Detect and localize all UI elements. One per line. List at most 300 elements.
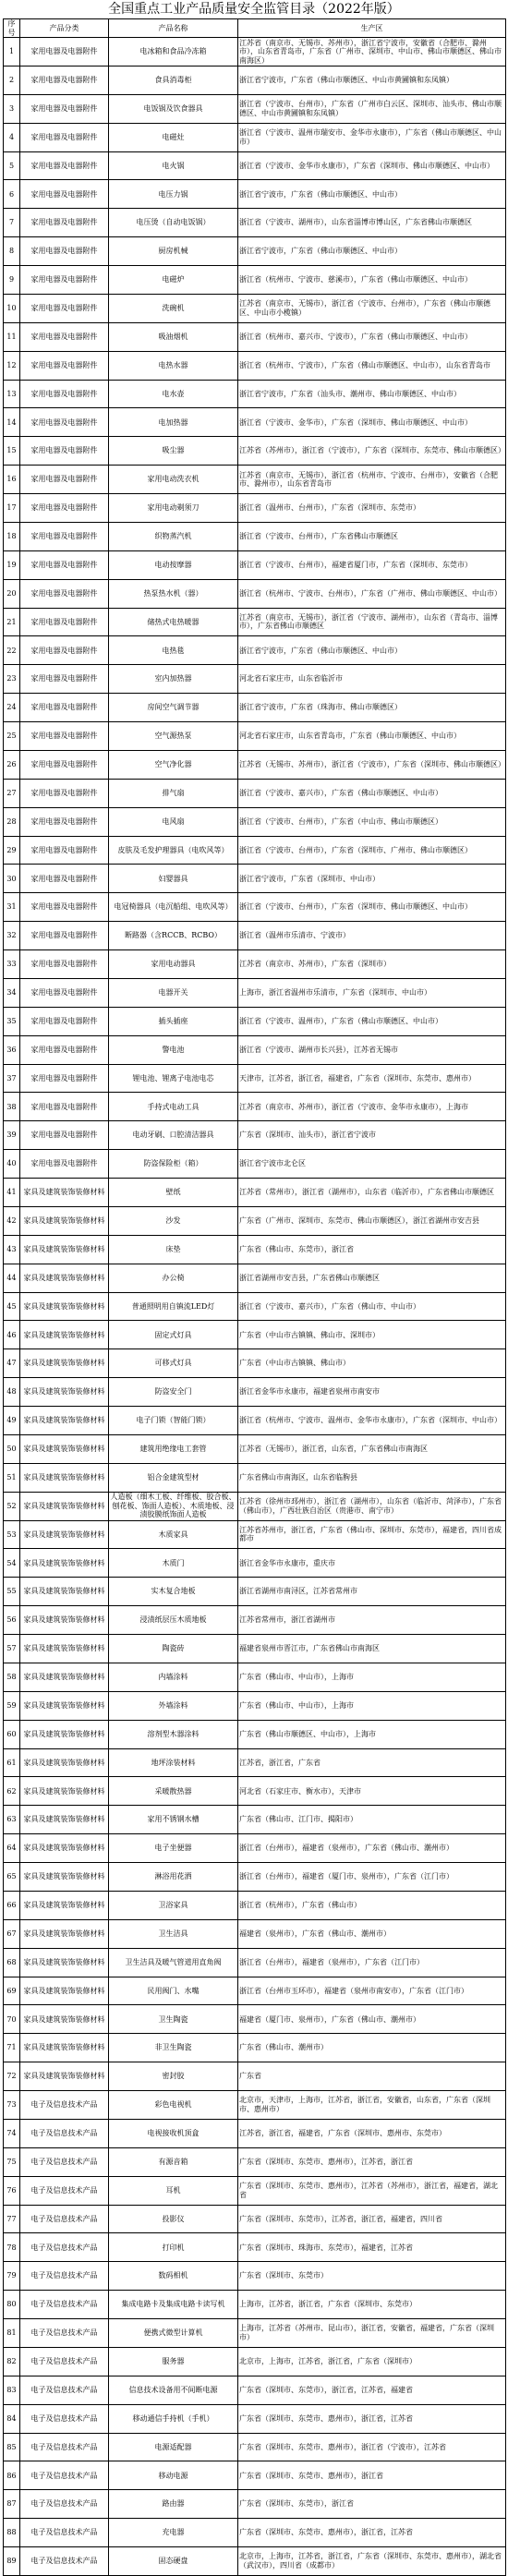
row-product: 便携式微型计算机 bbox=[109, 2319, 238, 2348]
row-category: 家用电器及电器附件 bbox=[20, 579, 109, 608]
table-row bbox=[4, 209, 506, 237]
row-index: 8 bbox=[4, 237, 20, 266]
row-index: 20 bbox=[4, 579, 20, 608]
row-region: 浙江省金华市永康市，重庆市 bbox=[238, 1549, 506, 1578]
row-region: 浙江省（温州市乐清市、宁波市） bbox=[238, 922, 506, 950]
row-category: 家具及建筑装饰装修材料 bbox=[20, 1378, 109, 1407]
row-category: 家具及建筑装饰装修材料 bbox=[20, 2034, 109, 2062]
row-region: 广东省（深圳市、东莞市、惠州市），浙江省，江苏省 bbox=[238, 2404, 506, 2433]
row-index: 19 bbox=[4, 550, 20, 579]
table-row bbox=[4, 1035, 506, 1064]
row-region: 浙江省（宁波市、台州市），广东省（广州市白云区、深圳市、汕头市、佛山市顺德区、中山市黄圃镇和东凤镇） bbox=[238, 94, 506, 123]
row-index: 85 bbox=[4, 2433, 20, 2461]
table-row bbox=[4, 1235, 506, 1264]
row-region: 浙江省（杭州市、嘉兴市、宁波市），广东省（佛山市顺德区、中山市） bbox=[238, 322, 506, 351]
row-region: 上海市，江苏省（苏州市、昆山市），浙江省，安徽省，福建省，广东省（深圳市） bbox=[238, 2319, 506, 2348]
row-region: 江苏省（无锡市），浙江省，山东省，广东省佛山市南海区 bbox=[238, 1434, 506, 1463]
row-index: 4 bbox=[4, 123, 20, 151]
row-region: 浙江省（台州市玉环市），福建省（泉州市南安市），广东省（江门市） bbox=[238, 1977, 506, 2005]
row-category: 家用电器及电器附件 bbox=[20, 550, 109, 579]
row-category: 家具及建筑装饰装修材料 bbox=[20, 1492, 109, 1520]
row-index: 18 bbox=[4, 522, 20, 550]
row-category: 家用电器及电器附件 bbox=[20, 209, 109, 237]
row-index: 50 bbox=[4, 1434, 20, 1463]
table-row bbox=[4, 123, 506, 151]
row-region: 北京市，上海市，江苏省，浙江省，广东省（深圳市、东莞市、惠州市），湖北省（武汉市），四川省（成都市） bbox=[238, 2547, 506, 2576]
row-product: 非卫生陶瓷 bbox=[109, 2034, 238, 2062]
row-product: 彩色电视机 bbox=[109, 2091, 238, 2120]
row-product: 淋浴用花洒 bbox=[109, 1863, 238, 1892]
row-index: 71 bbox=[4, 2034, 20, 2062]
row-product: 防盗安全门 bbox=[109, 1378, 238, 1407]
row-region: 福建省（厦门市、泉州市），广东省（佛山市、潮州市） bbox=[238, 2005, 506, 2034]
row-category: 电子及信息技术产品 bbox=[20, 2433, 109, 2461]
row-product: 室内加热器 bbox=[109, 665, 238, 694]
row-category: 家用电器及电器附件 bbox=[20, 1093, 109, 1121]
row-product: 热泵热水机（器） bbox=[109, 579, 238, 608]
row-product: 有源音箱 bbox=[109, 2147, 238, 2176]
row-index: 3 bbox=[4, 94, 20, 123]
row-index: 6 bbox=[4, 180, 20, 209]
table-row bbox=[4, 722, 506, 751]
row-category: 家用电器及电器附件 bbox=[20, 636, 109, 665]
table-row bbox=[4, 1349, 506, 1378]
table-row bbox=[4, 836, 506, 865]
table-row bbox=[4, 180, 506, 209]
header-index: 序号 bbox=[4, 19, 20, 38]
table-row bbox=[4, 2205, 506, 2233]
row-index: 81 bbox=[4, 2319, 20, 2348]
row-region: 浙江省（杭州市、宁波市、慈溪市），广东省（佛山市顺德区、中山市） bbox=[238, 266, 506, 295]
row-category: 家用电器及电器附件 bbox=[20, 893, 109, 922]
row-product: 防盗保险柜（箱） bbox=[109, 1150, 238, 1179]
row-region: 广东省（深圳市、汕头市），浙江省宁波市 bbox=[238, 1121, 506, 1150]
row-category: 家具及建筑装饰装修材料 bbox=[20, 1834, 109, 1863]
row-category: 家用电器及电器附件 bbox=[20, 408, 109, 437]
row-region: 上海市，江苏省，浙江省，广东省（深圳市、东莞市） bbox=[238, 2291, 506, 2319]
table-row bbox=[4, 38, 506, 67]
row-product: 洗碗机 bbox=[109, 294, 238, 322]
row-index: 64 bbox=[4, 1834, 20, 1863]
row-index: 25 bbox=[4, 722, 20, 751]
row-product: 空气净化器 bbox=[109, 750, 238, 779]
row-product: 电热水器 bbox=[109, 351, 238, 380]
row-index: 26 bbox=[4, 750, 20, 779]
row-region: 浙江省（台州市），福建省（厦门市、泉州市），广东省（江门市） bbox=[238, 1863, 506, 1892]
row-category: 电子及信息技术产品 bbox=[20, 2262, 109, 2291]
row-index: 63 bbox=[4, 1806, 20, 1834]
row-index: 78 bbox=[4, 2233, 20, 2262]
row-region: 河北省石家庄市，山东省青岛市，广东省（佛山市顺德区、中山市） bbox=[238, 722, 506, 751]
table-row bbox=[4, 2062, 506, 2091]
row-index: 53 bbox=[4, 1520, 20, 1549]
row-index: 87 bbox=[4, 2490, 20, 2519]
row-category: 家用电器及电器附件 bbox=[20, 978, 109, 1007]
row-region: 浙江省宁波市，广东省（佛山市顺德区、中山市） bbox=[238, 636, 506, 665]
row-product: 厨房机械 bbox=[109, 237, 238, 266]
row-product: 电水壶 bbox=[109, 380, 238, 408]
row-category: 家具及建筑装饰装修材料 bbox=[20, 1321, 109, 1349]
row-product: 家用不锈钢水槽 bbox=[109, 1806, 238, 1834]
row-category: 家具及建筑装饰装修材料 bbox=[20, 1806, 109, 1834]
row-region: 浙江省宁波市，广东省（佛山市顺德区、中山市黄圃镇和东凤镇） bbox=[238, 66, 506, 94]
row-index: 61 bbox=[4, 1748, 20, 1777]
row-index: 74 bbox=[4, 2119, 20, 2147]
row-region: 江苏省（南京市、无锡市），浙江省（宁波市、湖州市），山东省（青岛市、淄博市），广东省佛山市顺德区 bbox=[238, 608, 506, 636]
row-category: 家具及建筑装饰装修材料 bbox=[20, 1292, 109, 1321]
row-category: 家具及建筑装饰装修材料 bbox=[20, 2062, 109, 2091]
row-index: 84 bbox=[4, 2404, 20, 2433]
row-index: 68 bbox=[4, 1948, 20, 1977]
table-row bbox=[4, 1121, 506, 1150]
row-region: 浙江省（宁波市、台州市），广东省佛山市顺德区 bbox=[238, 522, 506, 550]
table-row bbox=[4, 1891, 506, 1919]
row-index: 75 bbox=[4, 2147, 20, 2176]
row-category: 家具及建筑装饰装修材料 bbox=[20, 1635, 109, 1663]
row-region: 广东省（佛山市、潮州市） bbox=[238, 2034, 506, 2062]
row-product: 妇婴器具 bbox=[109, 865, 238, 893]
row-product: 家用电动洗衣机 bbox=[109, 466, 238, 494]
row-region: 浙江省（宁波市、湖州市），山东省淄博市博山区，广东省佛山市顺德区 bbox=[238, 209, 506, 237]
row-index: 9 bbox=[4, 266, 20, 295]
row-product: 民用阀门、水嘴 bbox=[109, 1977, 238, 2005]
row-index: 56 bbox=[4, 1606, 20, 1635]
row-category: 家用电器及电器附件 bbox=[20, 94, 109, 123]
row-region: 天津市，江苏省，浙江省，福建省，广东省（深圳市、东莞市、惠州市） bbox=[238, 1064, 506, 1093]
table-row bbox=[4, 2490, 506, 2519]
row-region: 北京市，上海市，江苏省，浙江省，广东省（深圳市） bbox=[238, 2347, 506, 2376]
row-category: 家用电器及电器附件 bbox=[20, 494, 109, 523]
row-index: 88 bbox=[4, 2519, 20, 2547]
row-index: 10 bbox=[4, 294, 20, 322]
row-index: 13 bbox=[4, 380, 20, 408]
row-product: 储热式电热暖器 bbox=[109, 608, 238, 636]
row-category: 家具及建筑装饰装修材料 bbox=[20, 1463, 109, 1492]
row-product: 采暖散热器 bbox=[109, 1777, 238, 1806]
row-region: 江苏省（徐州市邳州市），浙江省（湖州市），山东省（临沂市、菏泽市），广东省（佛山市），广西壮族自治区（贵港市、南宁市） bbox=[238, 1492, 506, 1520]
row-product: 木质家具 bbox=[109, 1520, 238, 1549]
table-row bbox=[4, 2034, 506, 2062]
header-product: 产品名称 bbox=[109, 19, 238, 38]
row-category: 家用电器及电器附件 bbox=[20, 836, 109, 865]
row-region: 浙江省金华市永康市，福建省泉州市南安市 bbox=[238, 1378, 506, 1407]
row-product: 电加热器 bbox=[109, 408, 238, 437]
row-category: 家用电器及电器附件 bbox=[20, 266, 109, 295]
row-region: 福建省（泉州市），广东省（佛山市、潮州市） bbox=[238, 1919, 506, 1948]
table-row bbox=[4, 1863, 506, 1892]
table-row bbox=[4, 266, 506, 295]
row-product: 电器开关 bbox=[109, 978, 238, 1007]
table-row bbox=[4, 2091, 506, 2120]
row-product: 固定式灯具 bbox=[109, 1321, 238, 1349]
row-index: 27 bbox=[4, 779, 20, 807]
row-category: 家具及建筑装饰装修材料 bbox=[20, 1549, 109, 1578]
row-index: 29 bbox=[4, 836, 20, 865]
table-row bbox=[4, 2404, 506, 2433]
table-row bbox=[4, 322, 506, 351]
row-region: 浙江省湖州市南浔区，江苏省常州市 bbox=[238, 1578, 506, 1606]
row-index: 82 bbox=[4, 2347, 20, 2376]
table-row bbox=[4, 1635, 506, 1663]
row-index: 83 bbox=[4, 2376, 20, 2404]
row-index: 59 bbox=[4, 1691, 20, 1720]
row-index: 7 bbox=[4, 209, 20, 237]
row-product: 排气扇 bbox=[109, 779, 238, 807]
row-region: 江苏省苏州市，浙江省，广东省（佛山市、深圳市、东莞市），福建省，四川省成都市 bbox=[238, 1520, 506, 1549]
table-row bbox=[4, 294, 506, 322]
row-index: 34 bbox=[4, 978, 20, 1007]
row-region: 广东省（佛山市顺德区、中山市），上海市 bbox=[238, 1720, 506, 1748]
table-row bbox=[4, 2461, 506, 2490]
row-region: 福建省泉州市晋江市，广东省佛山市南海区 bbox=[238, 1635, 506, 1663]
row-product: 吸油烟机 bbox=[109, 322, 238, 351]
row-category: 家用电器及电器附件 bbox=[20, 151, 109, 180]
row-category: 家用电器及电器附件 bbox=[20, 750, 109, 779]
row-region: 广东省（深圳市、东莞市、惠州市），浙江省，江苏省 bbox=[238, 2519, 506, 2547]
row-category: 家用电器及电器附件 bbox=[20, 1007, 109, 1035]
row-category: 家用电器及电器附件 bbox=[20, 807, 109, 836]
row-category: 家用电器及电器附件 bbox=[20, 380, 109, 408]
row-region: 江苏省（南京市、无锡市、苏州市），浙江省宁波市，安徽省（合肥市、滁州市），山东省青岛市，广东省（广州市、深圳市、中山市、佛山市顺德区、佛山市南海区） bbox=[238, 38, 506, 67]
table-header-row bbox=[4, 19, 506, 38]
table-row bbox=[4, 1720, 506, 1748]
row-region: 广东省（深圳市、东莞市），浙江省 bbox=[238, 2490, 506, 2519]
row-product: 移动通信手持机（手机） bbox=[109, 2404, 238, 2433]
table-row bbox=[4, 1520, 506, 1549]
row-region: 广东省（佛山市、中山市），上海市 bbox=[238, 1691, 506, 1720]
row-product: 普通照明用自镇流LED灯 bbox=[109, 1292, 238, 1321]
row-category: 家具及建筑装饰装修材料 bbox=[20, 1777, 109, 1806]
table-row bbox=[4, 1407, 506, 1435]
table-row bbox=[4, 608, 506, 636]
row-category: 家具及建筑装饰装修材料 bbox=[20, 1948, 109, 1977]
row-region: 浙江省宁波市，广东省（深圳市、中山市） bbox=[238, 865, 506, 893]
row-region: 浙江省（宁波市、嘉兴市），广东省（佛山市顺德区、中山市） bbox=[238, 779, 506, 807]
table-row bbox=[4, 2147, 506, 2176]
row-category: 家具及建筑装饰装修材料 bbox=[20, 1720, 109, 1748]
row-index: 80 bbox=[4, 2291, 20, 2319]
row-category: 家用电器及电器附件 bbox=[20, 237, 109, 266]
table-row bbox=[4, 1948, 506, 1977]
table-row bbox=[4, 978, 506, 1007]
table-row bbox=[4, 1663, 506, 1691]
table-row bbox=[4, 922, 506, 950]
table-row bbox=[4, 151, 506, 180]
row-product: 充电器 bbox=[109, 2519, 238, 2547]
row-product: 手持式电动工具 bbox=[109, 1093, 238, 1121]
row-index: 17 bbox=[4, 494, 20, 523]
table-row bbox=[4, 2119, 506, 2147]
row-index: 66 bbox=[4, 1891, 20, 1919]
row-product: 外墙涂料 bbox=[109, 1691, 238, 1720]
header-region: 生产区 bbox=[238, 19, 506, 38]
table-row bbox=[4, 1064, 506, 1093]
row-category: 家具及建筑装饰装修材料 bbox=[20, 1407, 109, 1435]
table-row bbox=[4, 2519, 506, 2547]
row-product: 家用电动器具 bbox=[109, 950, 238, 979]
row-index: 55 bbox=[4, 1578, 20, 1606]
row-index: 30 bbox=[4, 865, 20, 893]
row-index: 52 bbox=[4, 1492, 20, 1520]
row-product: 卫生陶瓷 bbox=[109, 2005, 238, 2034]
row-index: 32 bbox=[4, 922, 20, 950]
table-row bbox=[4, 1834, 506, 1863]
table-row bbox=[4, 2005, 506, 2034]
table-row bbox=[4, 1150, 506, 1179]
row-category: 电子及信息技术产品 bbox=[20, 2376, 109, 2404]
row-category: 家用电器及电器附件 bbox=[20, 922, 109, 950]
row-index: 70 bbox=[4, 2005, 20, 2034]
table-row bbox=[4, 1977, 506, 2005]
row-region: 浙江省宁波市，广东省（佛山市顺德区、中山市） bbox=[238, 180, 506, 209]
row-category: 电子及信息技术产品 bbox=[20, 2291, 109, 2319]
row-region: 浙江省（台州市），福建省（泉州市），广东省（佛山市、潮州市） bbox=[238, 1834, 506, 1863]
row-index: 42 bbox=[4, 1206, 20, 1235]
row-product: 数码相机 bbox=[109, 2262, 238, 2291]
row-index: 49 bbox=[4, 1407, 20, 1435]
row-product: 固态硬盘 bbox=[109, 2547, 238, 2576]
row-category: 家具及建筑装饰装修材料 bbox=[20, 1578, 109, 1606]
row-category: 家具及建筑装饰装修材料 bbox=[20, 2005, 109, 2034]
row-index: 58 bbox=[4, 1663, 20, 1691]
row-product: 房间空气调节器 bbox=[109, 694, 238, 722]
row-product: 铝合金建筑型材 bbox=[109, 1463, 238, 1492]
row-product: 电压烫（自动电饭锅） bbox=[109, 209, 238, 237]
row-index: 48 bbox=[4, 1378, 20, 1407]
row-region: 江苏省（南京市、无锡市），浙江省（宁波市、台州市），广东省（佛山市顺德区、中山市小榄镇） bbox=[238, 294, 506, 322]
row-category: 电子及信息技术产品 bbox=[20, 2547, 109, 2576]
row-region: 广东省佛山市南海区，山东省临朐县 bbox=[238, 1463, 506, 1492]
table-row bbox=[4, 779, 506, 807]
row-product: 电子门锁（智能门锁） bbox=[109, 1407, 238, 1435]
row-index: 47 bbox=[4, 1349, 20, 1378]
table-row bbox=[4, 1434, 506, 1463]
table-row bbox=[4, 1378, 506, 1407]
row-category: 家具及建筑装饰装修材料 bbox=[20, 1663, 109, 1691]
row-region: 浙江省（杭州市、宁波市、温州市、金华市永康市），广东省（深圳市、中山市） bbox=[238, 1407, 506, 1435]
table-row bbox=[4, 494, 506, 523]
row-product: 信息技术设备用不间断电源 bbox=[109, 2376, 238, 2404]
row-index: 11 bbox=[4, 322, 20, 351]
row-region: 广东省（深圳市、东莞市） bbox=[238, 2262, 506, 2291]
table-row bbox=[4, 380, 506, 408]
table-row bbox=[4, 1748, 506, 1777]
table-row bbox=[4, 950, 506, 979]
table-row bbox=[4, 750, 506, 779]
row-category: 家具及建筑装饰装修材料 bbox=[20, 1606, 109, 1635]
row-product: 壁纸 bbox=[109, 1179, 238, 1207]
row-category: 家具及建筑装饰装修材料 bbox=[20, 1891, 109, 1919]
row-category: 家用电器及电器附件 bbox=[20, 123, 109, 151]
row-index: 1 bbox=[4, 38, 20, 67]
row-index: 45 bbox=[4, 1292, 20, 1321]
table-row bbox=[4, 1292, 506, 1321]
row-category: 电子及信息技术产品 bbox=[20, 2147, 109, 2176]
row-region: 北京市，天津市，上海市，江苏省，浙江省，安徽省，山东省，广东省（深圳市、惠州市） bbox=[238, 2091, 506, 2120]
row-category: 电子及信息技术产品 bbox=[20, 2404, 109, 2433]
row-category: 家具及建筑装饰装修材料 bbox=[20, 1264, 109, 1292]
row-region: 浙江省（宁波市、温州市瑞安市、金华市永康市），广东省（佛山市顺德区、中山市） bbox=[238, 123, 506, 151]
row-region: 浙江省宁波市，广东省（佛山市顺德区、中山市） bbox=[238, 237, 506, 266]
row-region: 浙江省（宁波市、台州市），福建省厦门市，广东省（深圳市、东莞市） bbox=[238, 550, 506, 579]
row-product: 警电池 bbox=[109, 1035, 238, 1064]
row-region: 广东省（中山市古镇镇、佛山市、深圳市） bbox=[238, 1321, 506, 1349]
row-product: 地坪涂装材料 bbox=[109, 1748, 238, 1777]
row-category: 家用电器及电器附件 bbox=[20, 294, 109, 322]
row-product: 密封胶 bbox=[109, 2062, 238, 2091]
row-product: 溶剂型木器涂料 bbox=[109, 1720, 238, 1748]
table-row bbox=[4, 579, 506, 608]
row-index: 54 bbox=[4, 1549, 20, 1578]
catalog-table bbox=[3, 18, 506, 2576]
table-row bbox=[4, 1606, 506, 1635]
row-region: 浙江省（宁波市、台州市），广东省（深圳市、佛山市顺德区、中山市） bbox=[238, 893, 506, 922]
row-region: 浙江省（宁波市、金华市），广东省（深圳市、佛山市顺德区、中山市） bbox=[238, 408, 506, 437]
row-category: 家具及建筑装饰装修材料 bbox=[20, 1235, 109, 1264]
row-product: 电冰箱和食品冷冻箱 bbox=[109, 38, 238, 67]
table-row bbox=[4, 1093, 506, 1121]
row-region: 河北省（石家庄市、衡水市），天津市 bbox=[238, 1777, 506, 1806]
row-region: 江苏省，浙江省，福建省，广东省（深圳市、惠州市、东莞市） bbox=[238, 2119, 506, 2147]
row-region: 浙江省（杭州市、宁波市），广东省（佛山市顺德区、中山市），山东省青岛市 bbox=[238, 351, 506, 380]
row-region: 浙江省（宁波市、温州市），广东省（佛山市顺德区、中山市） bbox=[238, 1007, 506, 1035]
row-index: 62 bbox=[4, 1777, 20, 1806]
row-category: 家具及建筑装饰装修材料 bbox=[20, 1434, 109, 1463]
row-index: 46 bbox=[4, 1321, 20, 1349]
table-row bbox=[4, 2262, 506, 2291]
row-category: 家具及建筑装饰装修材料 bbox=[20, 1349, 109, 1378]
row-product: 实木复合地板 bbox=[109, 1578, 238, 1606]
row-index: 89 bbox=[4, 2547, 20, 2576]
row-product: 办公椅 bbox=[109, 1264, 238, 1292]
table-row bbox=[4, 636, 506, 665]
table-row bbox=[4, 1578, 506, 1606]
row-category: 家具及建筑装饰装修材料 bbox=[20, 1179, 109, 1207]
table-row bbox=[4, 807, 506, 836]
row-index: 76 bbox=[4, 2176, 20, 2205]
row-index: 73 bbox=[4, 2091, 20, 2120]
row-region: 江苏省，浙江省，广东省 bbox=[238, 1748, 506, 1777]
row-product: 可移式灯具 bbox=[109, 1349, 238, 1378]
row-region: 浙江省宁波市，广东省（汕头市、潮州市、佛山市顺德区、中山市） bbox=[238, 380, 506, 408]
row-region: 浙江省宁波市，广东省（珠海市、佛山市顺德区） bbox=[238, 694, 506, 722]
row-index: 40 bbox=[4, 1150, 20, 1179]
row-category: 电子及信息技术产品 bbox=[20, 2461, 109, 2490]
row-product: 电磁灶 bbox=[109, 123, 238, 151]
row-category: 家用电器及电器附件 bbox=[20, 466, 109, 494]
row-product: 电冠椅器具（电沉船组、电吹风等） bbox=[109, 893, 238, 922]
table-row bbox=[4, 2376, 506, 2404]
row-region: 江苏省（南京市、无锡市），浙江省（杭州市、宁波市、台州市），安徽省（合肥市、滁州市），山东省青岛市 bbox=[238, 466, 506, 494]
row-category: 电子及信息技术产品 bbox=[20, 2347, 109, 2376]
row-category: 电子及信息技术产品 bbox=[20, 2319, 109, 2348]
row-category: 电子及信息技术产品 bbox=[20, 2091, 109, 2120]
row-product: 集成电路卡及集成电路卡读写机 bbox=[109, 2291, 238, 2319]
table-row bbox=[4, 694, 506, 722]
row-product: 打印机 bbox=[109, 2233, 238, 2262]
row-product: 建筑用绝缘电工套管 bbox=[109, 1434, 238, 1463]
row-region: 广东省（深圳市、东莞市、惠州市），浙江省（宁波市），江苏省 bbox=[238, 2433, 506, 2461]
row-region: 上海市，浙江省温州市乐清市，广东省（深圳市、中山市） bbox=[238, 978, 506, 1007]
row-region: 广东省（深圳市、珠海市、东莞市），福建省，江苏省 bbox=[238, 2233, 506, 2262]
row-index: 38 bbox=[4, 1093, 20, 1121]
table-row bbox=[4, 665, 506, 694]
table-row bbox=[4, 2176, 506, 2205]
row-product: 卫浴家具 bbox=[109, 1891, 238, 1919]
table-row bbox=[4, 2319, 506, 2348]
row-index: 57 bbox=[4, 1635, 20, 1663]
row-index: 2 bbox=[4, 66, 20, 94]
